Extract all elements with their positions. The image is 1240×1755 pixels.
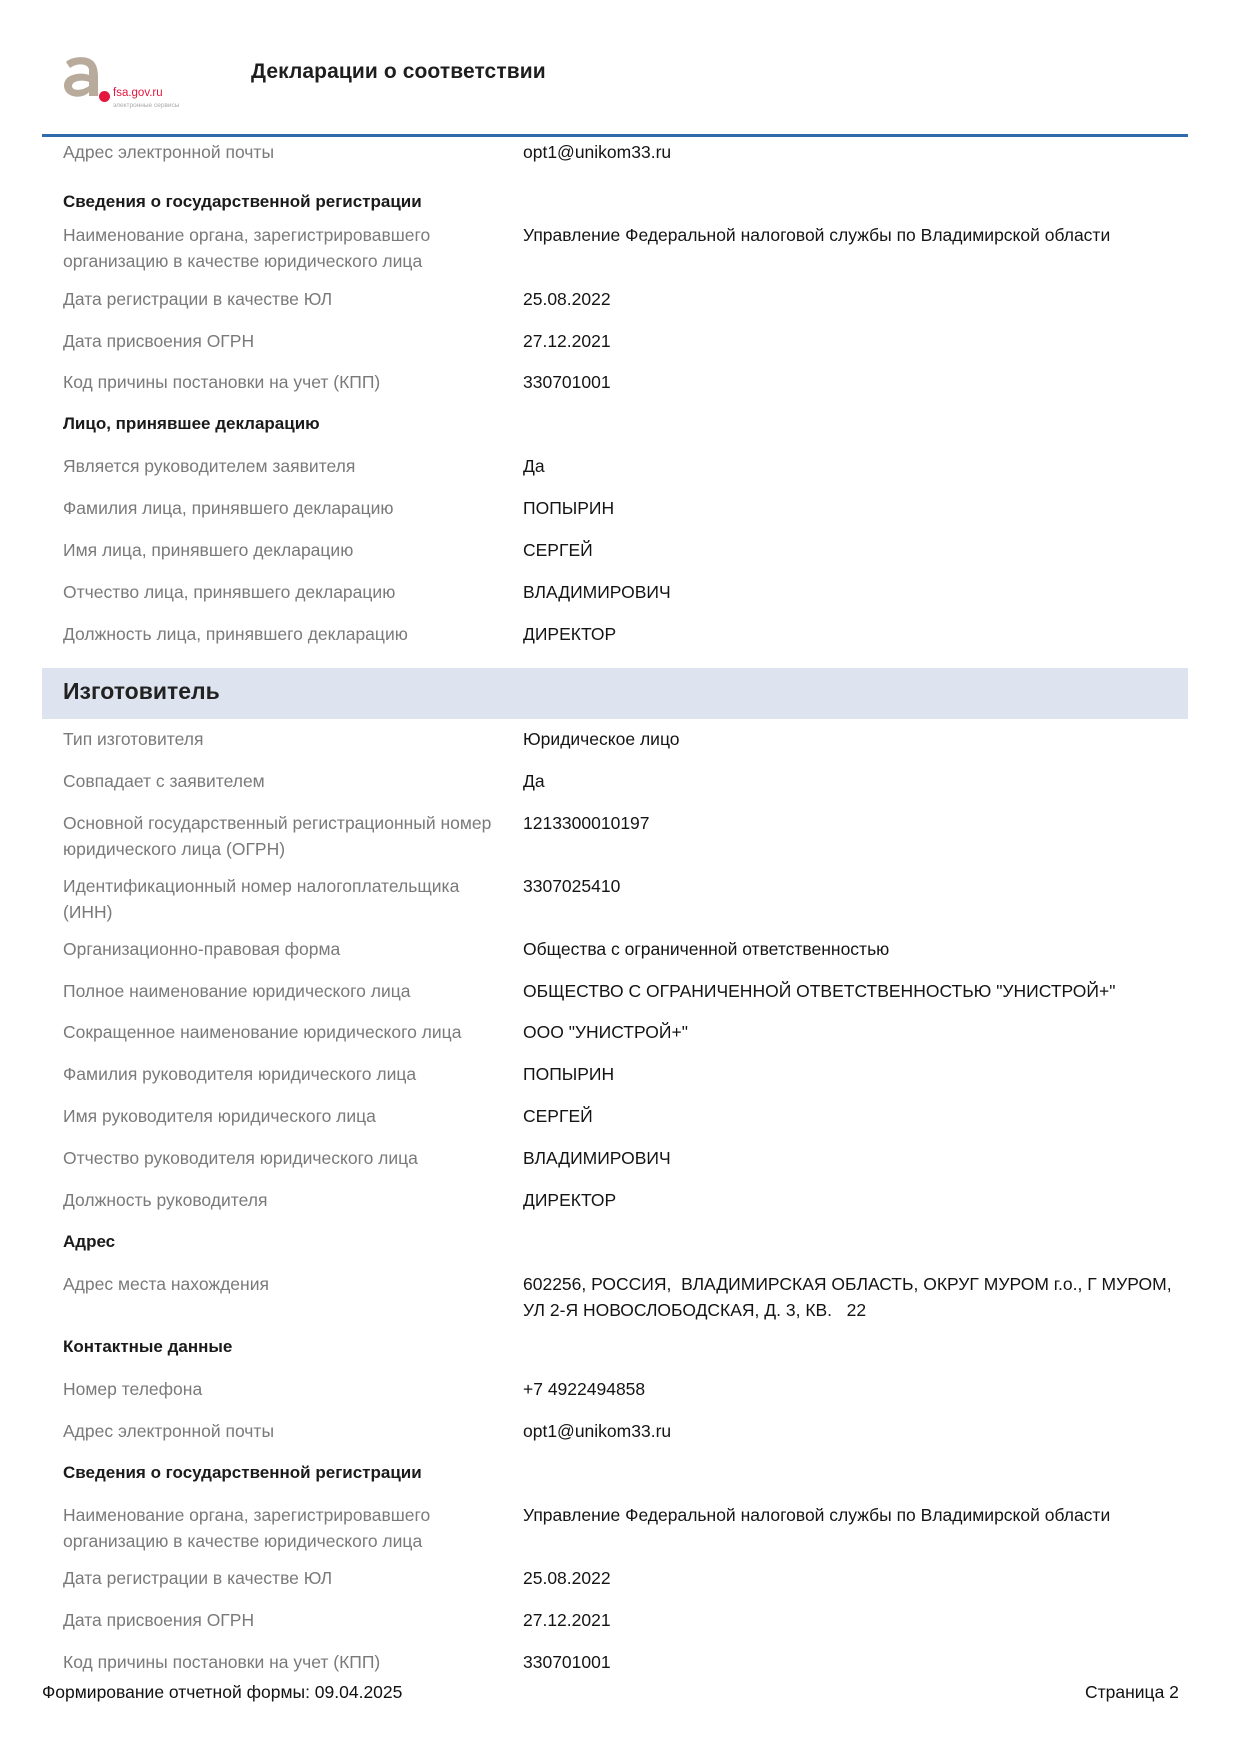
field-label: Фамилия руководителя юридического лица bbox=[63, 1064, 417, 1084]
field-value: 330701001 bbox=[523, 1652, 611, 1672]
section-header-manufacturer bbox=[42, 668, 1188, 719]
field-value: Управление Федеральной налоговой службы по Владимирской области bbox=[523, 225, 1111, 245]
field-label: Имя руководителя юридического лица bbox=[63, 1106, 376, 1126]
field-value: ДИРЕКТОР bbox=[523, 1190, 617, 1210]
field-label: Совпадает с заявителем bbox=[63, 771, 265, 791]
field-value: opt1@unikom33.ru bbox=[523, 142, 672, 162]
document-title: Декларации о соответствии bbox=[251, 60, 546, 83]
logo-red-dot bbox=[99, 91, 110, 102]
field-label: Должность руководителя bbox=[63, 1190, 268, 1210]
header-divider bbox=[42, 134, 1188, 137]
subsection-heading: Сведения о государственной регистрации bbox=[63, 1463, 422, 1482]
field-value: 25.08.2022 bbox=[523, 1568, 611, 1588]
field-label: Дата присвоения ОГРН bbox=[63, 331, 255, 351]
logo-subtitle: электронные сервисы bbox=[113, 102, 180, 109]
subsection-heading: Адрес bbox=[63, 1232, 116, 1251]
field-value: 27.12.2021 bbox=[523, 1610, 611, 1630]
field-label: Номер телефона bbox=[63, 1379, 203, 1399]
field-label: Тип изготовителя bbox=[63, 729, 204, 749]
field-value: 27.12.2021 bbox=[523, 331, 611, 351]
field-label: Дата регистрации в качестве ЮЛ bbox=[63, 289, 333, 309]
field-value: СЕРГЕЙ bbox=[523, 1106, 593, 1126]
field-value: ПОПЫРИН bbox=[523, 498, 615, 518]
field-value: 602256, РОССИЯ, ВЛАДИМИРСКАЯ ОБЛАСТЬ, ОКРУГ МУРОМ г.о., Г МУРОМ, УЛ 2-Я НОВОСЛОБОДСКАЯ, Д. 3, КВ. 22 bbox=[523, 1274, 1187, 1320]
field-label: Отчество лица, принявшего декларацию bbox=[63, 582, 396, 602]
fsa-logo-icon bbox=[58, 56, 104, 98]
field-label: Отчество руководителя юридического лица bbox=[63, 1148, 418, 1168]
subsection-heading: Контактные данные bbox=[63, 1337, 233, 1356]
field-label: Код причины постановки на учет (КПП) bbox=[63, 372, 381, 392]
field-label: Является руководителем заявителя bbox=[63, 456, 356, 476]
field-value: ПОПЫРИН bbox=[523, 1064, 615, 1084]
field-value: ВЛАДИМИРОВИЧ bbox=[523, 582, 671, 602]
field-value: Да bbox=[523, 456, 545, 476]
field-value: Да bbox=[523, 771, 545, 791]
page-number: Страница 2 bbox=[1085, 1682, 1179, 1702]
field-label: Полное наименование юридического лица bbox=[63, 981, 411, 1001]
logo-site-text: fsa.gov.ru bbox=[113, 87, 163, 99]
section-title: Изготовитель bbox=[63, 678, 220, 704]
field-value: ДИРЕКТОР bbox=[523, 624, 617, 644]
field-label: Фамилия лица, принявшего декларацию bbox=[63, 498, 394, 518]
subsection-heading: Сведения о государственной регистрации bbox=[63, 192, 422, 211]
field-label: Организационно-правовая форма bbox=[63, 939, 341, 959]
field-label: Адрес электронной почты bbox=[63, 142, 275, 162]
field-value: 1213300010197 bbox=[523, 813, 650, 833]
field-label: Должность лица, принявшего декларацию bbox=[63, 624, 408, 644]
field-value: ООО "УНИСТРОЙ+" bbox=[523, 1022, 688, 1042]
field-value: Общества с ограниченной ответственностью bbox=[523, 939, 890, 959]
field-value: Управление Федеральной налоговой службы по Владимирской области bbox=[523, 1505, 1111, 1525]
field-value: ВЛАДИМИРОВИЧ bbox=[523, 1148, 671, 1168]
field-label: Основной государственный регистрационный номер юридического лица (ОГРН) bbox=[63, 813, 492, 859]
field-label: Имя лица, принявшего декларацию bbox=[63, 540, 354, 560]
field-label: Дата регистрации в качестве ЮЛ bbox=[63, 1568, 333, 1588]
field-label: Сокращенное наименование юридического лица bbox=[63, 1022, 462, 1042]
fsa-logo bbox=[58, 56, 208, 112]
field-value: +7 4922494858 bbox=[523, 1379, 646, 1399]
field-label: Дата присвоения ОГРН bbox=[63, 1610, 255, 1630]
field-label: Адрес электронной почты bbox=[63, 1421, 275, 1441]
field-value: 25.08.2022 bbox=[523, 289, 611, 309]
field-label: Код причины постановки на учет (КПП) bbox=[63, 1652, 381, 1672]
field-label: Идентификационный номер налогоплательщика (ИНН) bbox=[63, 876, 460, 922]
field-value: Юридическое лицо bbox=[523, 729, 680, 749]
field-value: СЕРГЕЙ bbox=[523, 540, 593, 560]
subsection-heading: Лицо, принявшее декларацию bbox=[63, 414, 320, 433]
field-label: Наименование органа, зарегистрировавшего организацию в качестве юридического лица bbox=[63, 225, 431, 271]
field-value: 3307025410 bbox=[523, 876, 621, 896]
field-value: ОБЩЕСТВО С ОГРАНИЧЕННОЙ ОТВЕТСТВЕННОСТЬЮ "УНИСТРОЙ+" bbox=[523, 981, 1116, 1001]
field-label: Наименование органа, зарегистрировавшего организацию в качестве юридического лица bbox=[63, 1505, 431, 1551]
report-generated-date: Формирование отчетной формы: 09.04.2025 bbox=[42, 1682, 403, 1702]
field-value: 330701001 bbox=[523, 372, 611, 392]
field-value: opt1@unikom33.ru bbox=[523, 1421, 672, 1441]
field-label: Адрес места нахождения bbox=[63, 1274, 269, 1294]
